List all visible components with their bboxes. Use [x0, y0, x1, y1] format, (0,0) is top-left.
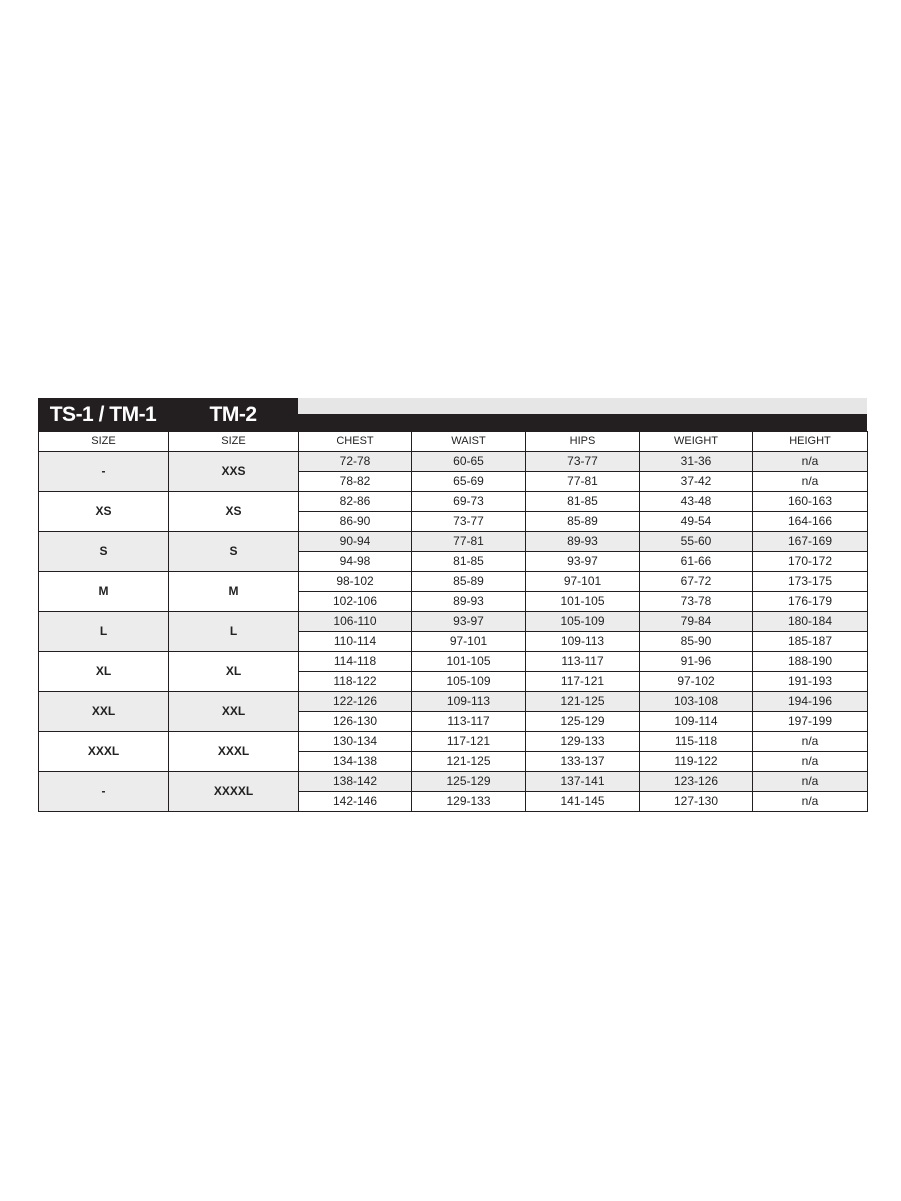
table-row	[39, 692, 868, 712]
waist-cell: 105-109	[412, 672, 526, 692]
size-tm2-cell: XXXL	[169, 732, 299, 772]
size-ts1-tm1-cell: -	[39, 452, 169, 492]
column-header: SIZE	[169, 432, 299, 452]
chest-cell: 102-106	[299, 592, 412, 612]
weight-cell: 91-96	[640, 652, 753, 672]
weight-cell: 97-102	[640, 672, 753, 692]
size-ts1-tm1-cell: XXL	[39, 692, 169, 732]
hips-cell: 137-141	[526, 772, 640, 792]
waist-cell: 81-85	[412, 552, 526, 572]
table-row	[39, 772, 868, 792]
hips-cell: 133-137	[526, 752, 640, 772]
height-cell: 191-193	[753, 672, 868, 692]
size-table	[38, 431, 868, 812]
chart-header-band	[38, 398, 867, 431]
weight-cell: 103-108	[640, 692, 753, 712]
header-band-light	[298, 398, 867, 414]
height-cell: n/a	[753, 752, 868, 772]
chest-cell: 122-126	[299, 692, 412, 712]
chest-cell: 126-130	[299, 712, 412, 732]
size-tm2-cell: XXS	[169, 452, 299, 492]
size-tm2-cell: M	[169, 572, 299, 612]
waist-cell: 129-133	[412, 792, 526, 812]
weight-cell: 79-84	[640, 612, 753, 632]
size-tm2-cell: L	[169, 612, 299, 652]
height-cell: 197-199	[753, 712, 868, 732]
table-row	[39, 452, 868, 472]
chest-cell: 134-138	[299, 752, 412, 772]
weight-cell: 43-48	[640, 492, 753, 512]
weight-cell: 127-130	[640, 792, 753, 812]
size-tm2-cell: XXL	[169, 692, 299, 732]
model-header-tm2: TM-2	[168, 398, 298, 431]
hips-cell: 105-109	[526, 612, 640, 632]
chest-cell: 72-78	[299, 452, 412, 472]
column-header: HIPS	[526, 432, 640, 452]
weight-cell: 49-54	[640, 512, 753, 532]
size-ts1-tm1-cell: -	[39, 772, 169, 812]
height-cell: n/a	[753, 472, 868, 492]
waist-cell: 101-105	[412, 652, 526, 672]
table-body	[39, 452, 868, 812]
chest-cell: 94-98	[299, 552, 412, 572]
weight-cell: 123-126	[640, 772, 753, 792]
weight-cell: 85-90	[640, 632, 753, 652]
column-header: WAIST	[412, 432, 526, 452]
hips-cell: 117-121	[526, 672, 640, 692]
hips-cell: 125-129	[526, 712, 640, 732]
chest-cell: 82-86	[299, 492, 412, 512]
size-ts1-tm1-cell: L	[39, 612, 169, 652]
hips-cell: 81-85	[526, 492, 640, 512]
size-ts1-tm1-cell: S	[39, 532, 169, 572]
chest-cell: 118-122	[299, 672, 412, 692]
chest-cell: 114-118	[299, 652, 412, 672]
column-header: WEIGHT	[640, 432, 753, 452]
size-tm2-cell: XXXXL	[169, 772, 299, 812]
table-row	[39, 732, 868, 752]
hips-cell: 109-113	[526, 632, 640, 652]
height-cell: 167-169	[753, 532, 868, 552]
chest-cell: 138-142	[299, 772, 412, 792]
column-header: HEIGHT	[753, 432, 868, 452]
header-band-dark	[298, 414, 867, 431]
waist-cell: 125-129	[412, 772, 526, 792]
waist-cell: 113-117	[412, 712, 526, 732]
height-cell: n/a	[753, 452, 868, 472]
waist-cell: 85-89	[412, 572, 526, 592]
weight-cell: 61-66	[640, 552, 753, 572]
size-ts1-tm1-cell: XS	[39, 492, 169, 532]
weight-cell: 115-118	[640, 732, 753, 752]
weight-cell: 31-36	[640, 452, 753, 472]
height-cell: 173-175	[753, 572, 868, 592]
height-cell: n/a	[753, 772, 868, 792]
height-cell: 180-184	[753, 612, 868, 632]
table-row	[39, 492, 868, 512]
hips-cell: 101-105	[526, 592, 640, 612]
hips-cell: 141-145	[526, 792, 640, 812]
height-cell: 170-172	[753, 552, 868, 572]
weight-cell: 73-78	[640, 592, 753, 612]
hips-cell: 85-89	[526, 512, 640, 532]
waist-cell: 97-101	[412, 632, 526, 652]
hips-cell: 129-133	[526, 732, 640, 752]
chest-cell: 98-102	[299, 572, 412, 592]
column-header: SIZE	[39, 432, 169, 452]
waist-cell: 89-93	[412, 592, 526, 612]
hips-cell: 77-81	[526, 472, 640, 492]
weight-cell: 119-122	[640, 752, 753, 772]
height-cell: 194-196	[753, 692, 868, 712]
hips-cell: 97-101	[526, 572, 640, 592]
chest-cell: 78-82	[299, 472, 412, 492]
hips-cell: 121-125	[526, 692, 640, 712]
weight-cell: 55-60	[640, 532, 753, 552]
size-tm2-cell: S	[169, 532, 299, 572]
size-tm2-cell: XL	[169, 652, 299, 692]
table-row	[39, 572, 868, 592]
table-row	[39, 532, 868, 552]
table-row	[39, 612, 868, 632]
model-header-ts1-tm1: TS-1 / TM-1	[38, 398, 168, 431]
weight-cell: 67-72	[640, 572, 753, 592]
height-cell: 185-187	[753, 632, 868, 652]
height-cell: 164-166	[753, 512, 868, 532]
hips-cell: 113-117	[526, 652, 640, 672]
chest-cell: 90-94	[299, 532, 412, 552]
height-cell: 160-163	[753, 492, 868, 512]
size-tm2-cell: XS	[169, 492, 299, 532]
weight-cell: 37-42	[640, 472, 753, 492]
chest-cell: 142-146	[299, 792, 412, 812]
waist-cell: 69-73	[412, 492, 526, 512]
height-cell: n/a	[753, 792, 868, 812]
waist-cell: 77-81	[412, 532, 526, 552]
size-chart	[38, 398, 867, 812]
waist-cell: 121-125	[412, 752, 526, 772]
size-ts1-tm1-cell: XL	[39, 652, 169, 692]
height-cell: 176-179	[753, 592, 868, 612]
hips-cell: 93-97	[526, 552, 640, 572]
waist-cell: 117-121	[412, 732, 526, 752]
column-header: CHEST	[299, 432, 412, 452]
weight-cell: 109-114	[640, 712, 753, 732]
waist-cell: 60-65	[412, 452, 526, 472]
table-row	[39, 652, 868, 672]
hips-cell: 89-93	[526, 532, 640, 552]
height-cell: 188-190	[753, 652, 868, 672]
waist-cell: 73-77	[412, 512, 526, 532]
size-ts1-tm1-cell: M	[39, 572, 169, 612]
chest-cell: 106-110	[299, 612, 412, 632]
hips-cell: 73-77	[526, 452, 640, 472]
waist-cell: 109-113	[412, 692, 526, 712]
waist-cell: 93-97	[412, 612, 526, 632]
chest-cell: 110-114	[299, 632, 412, 652]
chest-cell: 130-134	[299, 732, 412, 752]
size-ts1-tm1-cell: XXXL	[39, 732, 169, 772]
column-header-row	[39, 432, 868, 452]
height-cell: n/a	[753, 732, 868, 752]
chest-cell: 86-90	[299, 512, 412, 532]
waist-cell: 65-69	[412, 472, 526, 492]
